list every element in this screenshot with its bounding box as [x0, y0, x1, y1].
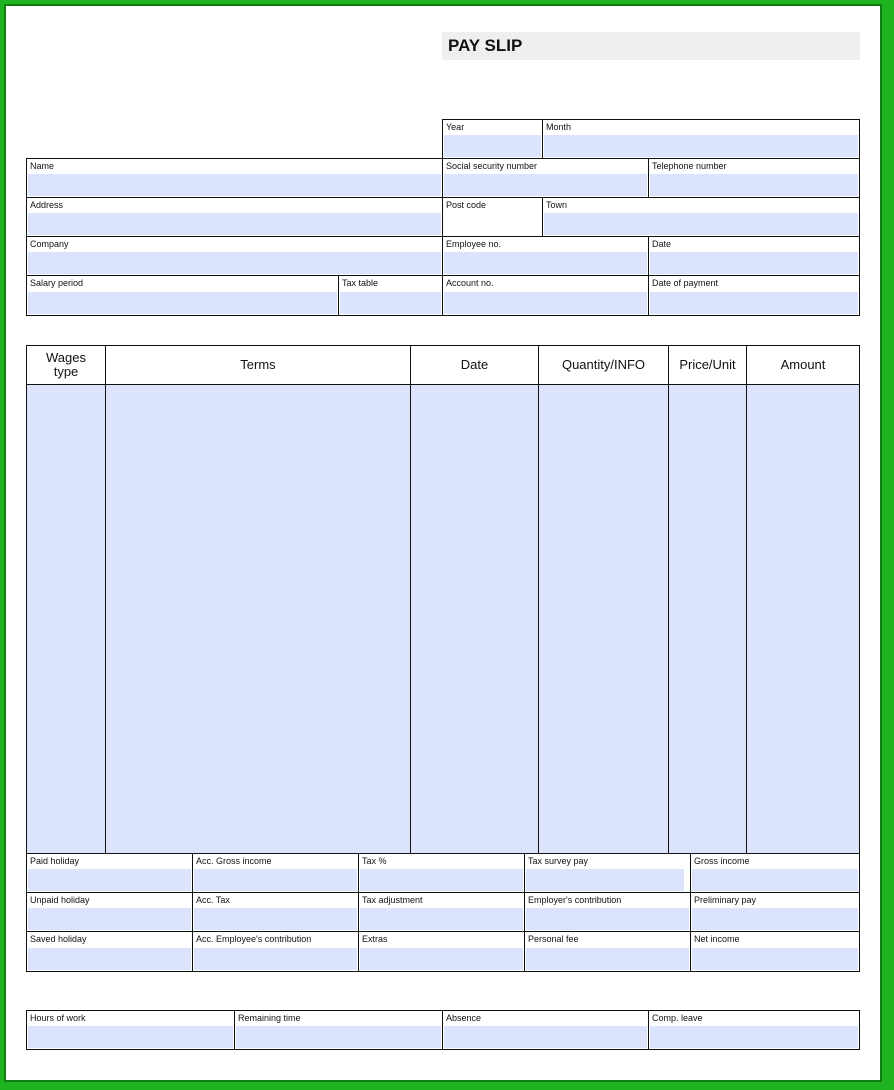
- post-code-input[interactable]: [444, 213, 541, 235]
- town-label: Town: [546, 200, 568, 210]
- ssn-input[interactable]: [444, 174, 647, 196]
- tax-pct-field[interactable]: [358, 853, 525, 893]
- tax-adjustment-label: Tax adjustment: [362, 895, 423, 905]
- year-field[interactable]: [442, 119, 543, 159]
- account-no-field[interactable]: [442, 275, 649, 316]
- extras-input[interactable]: [360, 948, 523, 970]
- remaining-time-field[interactable]: [234, 1010, 443, 1050]
- year-label: Year: [446, 122, 465, 132]
- tax-survey-pay-field[interactable]: [524, 853, 691, 893]
- tax-survey-pay-input[interactable]: [526, 869, 684, 891]
- date-input[interactable]: [650, 252, 858, 274]
- date-of-payment-label: Date of payment: [652, 278, 719, 288]
- net-income-input[interactable]: [692, 948, 858, 970]
- col-header-price-unit-text: Price/Unit: [679, 357, 736, 372]
- company-input[interactable]: [28, 252, 441, 274]
- address-field[interactable]: [26, 197, 443, 237]
- tax-adjustment-input[interactable]: [360, 908, 523, 930]
- col-header-date-text: Date: [460, 357, 489, 372]
- col-header-wages-type-text: Wages type: [46, 350, 86, 379]
- col-body-wages-type[interactable]: [26, 384, 106, 854]
- company-label: Company: [30, 239, 69, 249]
- account-no-label: Account no.: [446, 278, 494, 288]
- employers-contribution-label: Employer's contribution: [528, 895, 622, 905]
- pay-slip-page: [4, 4, 882, 1082]
- saved-holiday-input[interactable]: [28, 948, 191, 970]
- acc-employees-contribution-input[interactable]: [194, 948, 357, 970]
- acc-gross-income-label: Acc. Gross income: [196, 856, 272, 866]
- acc-employees-contribution-label: Acc. Employee's contribution: [196, 934, 312, 944]
- col-header-amount-text: Amount: [780, 357, 826, 372]
- month-label: Month: [546, 122, 572, 132]
- col-body-price-unit[interactable]: [668, 384, 747, 854]
- remaining-time-input[interactable]: [236, 1026, 441, 1048]
- name-field[interactable]: [26, 158, 443, 198]
- ssn-label: Social security number: [446, 161, 538, 171]
- acc-gross-income-input[interactable]: [194, 869, 357, 891]
- salary-period-field[interactable]: [26, 275, 339, 316]
- acc-gross-income-field[interactable]: [192, 853, 359, 893]
- personal-fee-field[interactable]: [524, 931, 691, 972]
- paid-holiday-field[interactable]: [26, 853, 193, 893]
- personal-fee-input[interactable]: [526, 948, 689, 970]
- acc-tax-label: Acc. Tax: [196, 895, 230, 905]
- employee-no-input[interactable]: [444, 252, 647, 274]
- tax-table-field[interactable]: [338, 275, 443, 316]
- personal-fee-label: Personal fee: [528, 934, 579, 944]
- col-body-amount[interactable]: [746, 384, 860, 854]
- remaining-time-label: Remaining time: [238, 1013, 301, 1023]
- hours-of-work-field[interactable]: [26, 1010, 235, 1050]
- tax-table-input[interactable]: [340, 292, 441, 314]
- preliminary-pay-label: Preliminary pay: [694, 895, 757, 905]
- ssn-field[interactable]: [442, 158, 649, 198]
- unpaid-holiday-field[interactable]: [26, 892, 193, 932]
- comp-leave-label: Comp. leave: [652, 1013, 703, 1023]
- telephone-label: Telephone number: [652, 161, 727, 171]
- net-income-field[interactable]: [690, 931, 860, 972]
- col-header-wages-type: [26, 345, 106, 385]
- hours-of-work-input[interactable]: [28, 1026, 233, 1048]
- gross-income-input[interactable]: [692, 869, 858, 891]
- telephone-field[interactable]: [648, 158, 860, 198]
- tax-pct-input[interactable]: [360, 869, 523, 891]
- town-field[interactable]: [542, 197, 860, 237]
- paid-holiday-input[interactable]: [28, 869, 191, 891]
- absence-field[interactable]: [442, 1010, 649, 1050]
- month-field[interactable]: [542, 119, 860, 159]
- tax-adjustment-field[interactable]: [358, 892, 525, 932]
- col-header-date: [410, 345, 539, 385]
- tax-pct-label: Tax %: [362, 856, 387, 866]
- address-label: Address: [30, 200, 64, 210]
- employers-contribution-input[interactable]: [526, 908, 689, 930]
- col-header-quantity-info-text: Quantity/INFO: [561, 357, 646, 372]
- acc-tax-field[interactable]: [192, 892, 359, 932]
- saved-holiday-label: Saved holiday: [30, 934, 87, 944]
- extras-field[interactable]: [358, 931, 525, 972]
- preliminary-pay-field[interactable]: [690, 892, 860, 932]
- comp-leave-field[interactable]: [648, 1010, 860, 1050]
- name-input[interactable]: [28, 174, 441, 196]
- date-of-payment-field[interactable]: [648, 275, 860, 316]
- company-field[interactable]: [26, 236, 443, 276]
- month-input[interactable]: [544, 135, 858, 157]
- unpaid-holiday-label: Unpaid holiday: [30, 895, 90, 905]
- acc-employees-contribution-field[interactable]: [192, 931, 359, 972]
- col-body-date[interactable]: [410, 384, 539, 854]
- col-header-terms: [105, 345, 411, 385]
- post-code-field[interactable]: [442, 197, 543, 237]
- account-no-input[interactable]: [444, 292, 647, 314]
- gross-income-label: Gross income: [694, 856, 750, 866]
- preliminary-pay-input[interactable]: [692, 908, 858, 930]
- saved-holiday-field[interactable]: [26, 931, 193, 972]
- date-field[interactable]: [648, 236, 860, 276]
- year-input[interactable]: [444, 135, 541, 157]
- employee-no-label: Employee no.: [446, 239, 502, 249]
- absence-input[interactable]: [444, 1026, 647, 1048]
- post-code-label: Post code: [446, 200, 487, 210]
- title-bar: [442, 32, 860, 60]
- col-header-quantity-info: [538, 345, 669, 385]
- comp-leave-input[interactable]: [650, 1026, 858, 1048]
- absence-label: Absence: [446, 1013, 482, 1023]
- net-income-label: Net income: [694, 934, 740, 944]
- hours-of-work-label: Hours of work: [30, 1013, 86, 1023]
- col-body-terms[interactable]: [105, 384, 411, 854]
- unpaid-holiday-input[interactable]: [28, 908, 191, 930]
- tax-survey-pay-label: Tax survey pay: [528, 856, 589, 866]
- extras-label: Extras: [362, 934, 388, 944]
- employee-no-field[interactable]: [442, 236, 649, 276]
- address-input[interactable]: [28, 213, 441, 235]
- paid-holiday-label: Paid holiday: [30, 856, 80, 866]
- col-header-amount: [746, 345, 860, 385]
- salary-period-label: Salary period: [30, 278, 84, 288]
- town-input[interactable]: [544, 213, 858, 235]
- name-label: Name: [30, 161, 55, 171]
- telephone-input[interactable]: [650, 174, 858, 196]
- employers-contribution-field[interactable]: [524, 892, 691, 932]
- date-of-payment-input[interactable]: [650, 292, 858, 314]
- col-body-quantity-info[interactable]: [538, 384, 669, 854]
- gross-income-field[interactable]: [690, 853, 860, 893]
- salary-period-input[interactable]: [28, 292, 337, 314]
- tax-table-label: Tax table: [342, 278, 379, 288]
- col-header-terms-text: Terms: [240, 357, 276, 372]
- page-title: PAY SLIP: [448, 36, 523, 55]
- acc-tax-input[interactable]: [194, 908, 357, 930]
- col-header-price-unit: [668, 345, 747, 385]
- date-label: Date: [652, 239, 672, 249]
